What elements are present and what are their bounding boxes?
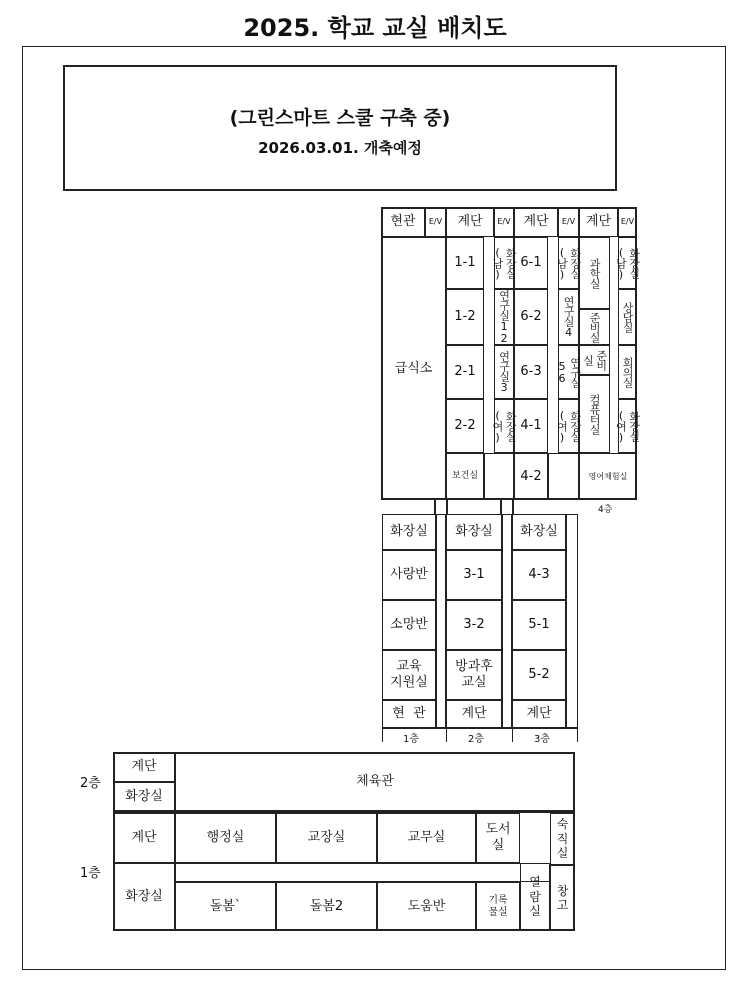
- page-title: 2025. 학교 교실 배치도: [243, 14, 507, 42]
- toilet-female-2: 화장실(여): [558, 399, 579, 453]
- annex-toilet-1: 화장실: [113, 863, 175, 931]
- l1-toilet: 화장실: [382, 514, 436, 550]
- header-entrance: 현관: [381, 207, 425, 237]
- class-sarang: 사랑반: [382, 550, 436, 600]
- admin-office: 행정실: [175, 813, 276, 863]
- connector-4: [512, 500, 514, 514]
- after-school-room: 방과후 교실: [446, 650, 502, 700]
- science-room: 과학실: [579, 237, 610, 309]
- annex-corridor: [175, 863, 550, 882]
- research-room-56: 연구실56: [558, 345, 579, 399]
- l3-toilet: 화장실: [512, 514, 566, 550]
- annex-floor2-label: 2층: [80, 776, 101, 791]
- floor-tick-2: [446, 728, 447, 742]
- l1-side-strip: [436, 514, 446, 728]
- annex-stair-2: 계단: [113, 752, 175, 782]
- principal-office: 교장실: [276, 813, 377, 863]
- cafeteria: 급식소: [381, 237, 446, 500]
- room-6-3: 6-3: [514, 345, 548, 399]
- annex-floor1-label: 1층: [80, 866, 101, 881]
- research-room-12: 연구실12: [494, 289, 514, 345]
- records-room: 기록 물실: [476, 882, 520, 931]
- room-3-1: 3-1: [446, 550, 502, 600]
- l2-toilet: 화장실: [446, 514, 502, 550]
- notice-box: [63, 65, 617, 191]
- l3-side-strip: [566, 514, 578, 728]
- header-ev-4: E/V: [618, 207, 637, 237]
- night-duty-room: 숙 직 실: [550, 813, 575, 865]
- floor-label-bar: [382, 728, 578, 729]
- notice-line2: 2026.03.01. 개축예정: [258, 139, 422, 157]
- room-2-1: 2-1: [446, 345, 484, 399]
- header-ev-1: E/V: [425, 207, 446, 237]
- room-4-3: 4-3: [512, 550, 566, 600]
- prep-room-1: 준비실: [579, 309, 610, 345]
- l3-stair: 계단: [512, 700, 566, 728]
- reading-room: 열 람 실: [520, 863, 550, 931]
- health-room: 보건실: [446, 453, 484, 500]
- room-1-1: 1-1: [446, 237, 484, 289]
- room-2-2: 2-2: [446, 399, 484, 453]
- floor-label-1: 1층: [403, 734, 420, 745]
- toilet-male-1: 화장실(남): [494, 237, 514, 289]
- research-room-3: 연구실3: [494, 345, 514, 399]
- connector-1: [434, 500, 436, 514]
- floor-tick-1: [382, 728, 383, 742]
- header-ev-2: E/V: [494, 207, 514, 237]
- toilet-female-3: 화장실(여): [618, 399, 637, 453]
- room-6-1: 6-1: [514, 237, 548, 289]
- floor-label-3: 3층: [534, 734, 551, 745]
- gymnasium: 체육관: [175, 752, 575, 811]
- toilet-male-2: 화장실(남): [558, 237, 579, 289]
- room-1-2: 1-2: [446, 289, 484, 345]
- floor-label-2: 2층: [468, 734, 485, 745]
- annex-toilet-2: 화장실: [113, 782, 175, 811]
- room-6-2: 6-2: [514, 289, 548, 345]
- annex-stair-1: 계단: [113, 813, 175, 863]
- storage-room: 창 고: [550, 865, 575, 931]
- col-d-gap: [548, 453, 579, 500]
- teachers-office: 교무실: [377, 813, 476, 863]
- toilet-male-3: 화장실(남): [618, 237, 637, 289]
- col-b-gap: [484, 453, 514, 500]
- header-stair-1: 계단: [446, 207, 494, 237]
- meeting-room: 회의실: [618, 345, 637, 399]
- header-ev-3: E/V: [558, 207, 579, 237]
- l2-stair: 계단: [446, 700, 502, 728]
- computer-room: 컴퓨터실: [579, 375, 610, 453]
- floor-note-4: 4층: [598, 505, 613, 515]
- class-somang: 소망반: [382, 600, 436, 650]
- room-5-1: 5-1: [512, 600, 566, 650]
- care-room-2: 돌봄2: [276, 882, 377, 931]
- helper-class: 도움반: [377, 882, 476, 931]
- library: 도서 실: [476, 813, 520, 863]
- l1-entrance: 현 관: [382, 700, 436, 728]
- header-stair-2: 계단: [514, 207, 558, 237]
- counseling-room: 상담실: [618, 289, 637, 345]
- prep-room-2: 준비실: [579, 345, 610, 375]
- room-5-2: 5-2: [512, 650, 566, 700]
- care-room-1: 돌봄`: [175, 882, 276, 931]
- floor-tick-4: [577, 728, 578, 742]
- header-stair-3: 계단: [579, 207, 618, 237]
- room-3-2: 3-2: [446, 600, 502, 650]
- room-4-1: 4-1: [514, 399, 548, 453]
- l2-side-strip: [502, 514, 512, 728]
- connector-3: [500, 500, 502, 514]
- room-4-2: 4-2: [514, 453, 548, 500]
- floor-tick-3: [512, 728, 513, 742]
- english-room: 영어체험실: [579, 453, 637, 500]
- connector-2: [446, 500, 448, 514]
- edu-support-room: 교육 지원실: [382, 650, 436, 700]
- notice-line1: (그린스마트 스쿨 구축 중): [229, 107, 451, 129]
- toilet-female-1: 화장실(여): [494, 399, 514, 453]
- research-room-4: 연구실4: [558, 289, 579, 345]
